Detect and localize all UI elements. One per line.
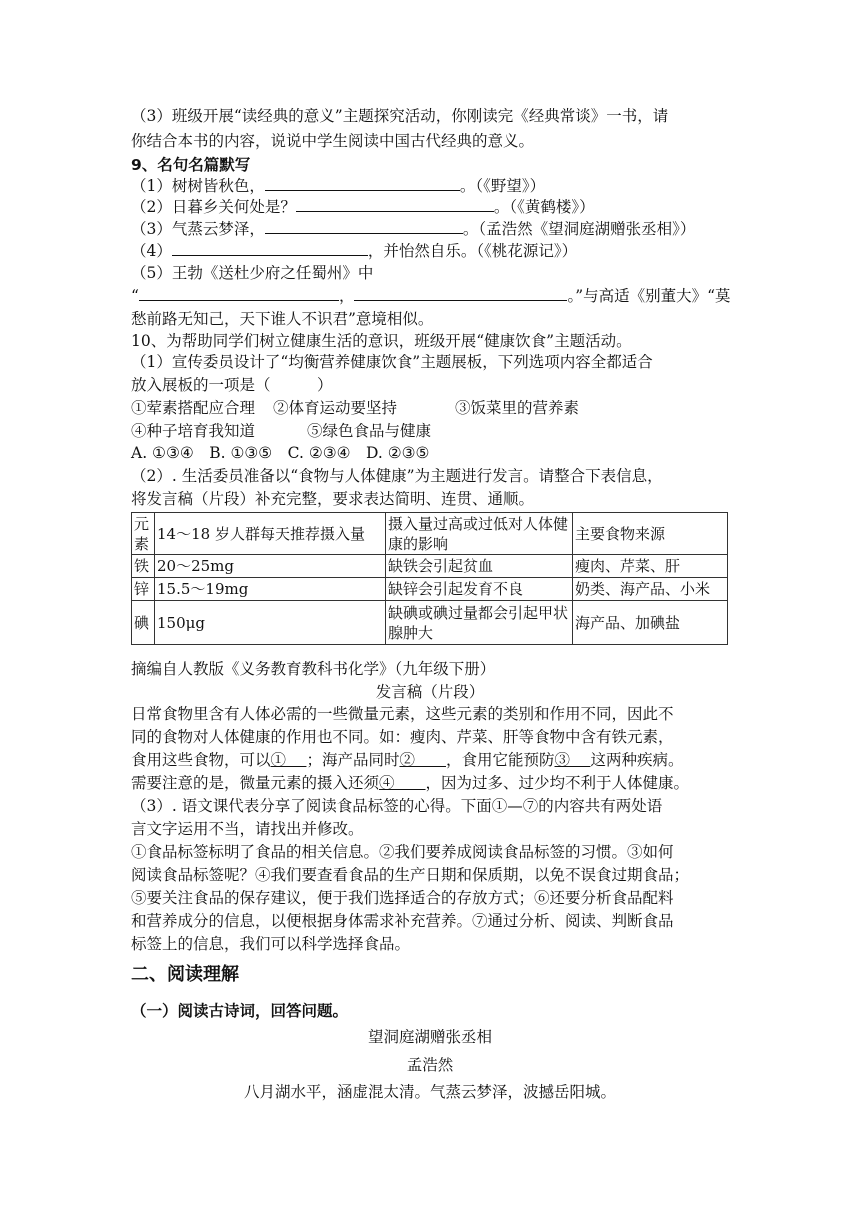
q9-answer-blank[interactable] [296,196,494,212]
q10-part3-text: 和营养成分的信息，以便根据身体需求补充营养。⑦通过分析、阅读、判断食品 [131,912,674,930]
q3-text-line: （3）班级开展“读经典的意义”主题探究活动，你刚读完《经典常谈》一书，请 [131,107,669,125]
q9-item-5: （5）王勃《送杜少府之任蜀州》中 [131,264,374,282]
table-source-note: 摘编自人教版《义务教育教科书化学》（九年级下册） [131,660,496,678]
q10-part3-text: 阅读食品标签呢？④我们要查看食品的生产日期和保质期，以免不误食过期食品； [131,866,690,884]
speech-text-line [131,750,683,770]
q10-part3-text: ⑤要关注食品的保存建议，便于我们选择适合的存放方式；⑥还要分析食品配料 [131,889,674,907]
option-1: ①荤素搭配应合理 [131,399,256,417]
q9-item-5-comparison: 。”与高适《别董大》“莫 [567,287,731,305]
q9-item-3-source: 。（孟浩然《望洞庭湖赠张丞相》） [462,220,696,238]
speech-text: ，食用它能预防 [445,751,555,769]
option-4: ④种子培育我知道 [131,422,256,440]
speech-text: ，因为过多、过少均不利于人体健康。 [425,774,690,792]
q9-item-4-prompt: （4） [131,242,172,260]
q10-options-row [131,421,431,441]
q9-answer-blank[interactable] [172,240,368,256]
q10-part3-text: ①食品标签标明了食品的相关信息。②我们要养成阅读食品标签的习惯。③如何 [131,843,674,861]
header-element: 元素 [132,513,155,555]
q9-item-1 [131,175,545,196]
speech-text-line [131,773,689,793]
table-row [132,555,728,578]
cell-effect: 缺锌会引起发育不良 [386,578,573,601]
cell-element: 锌 [132,578,155,601]
cell-source: 海产品、加碘盐 [573,601,728,645]
q10-choices: A. ①③④ B. ①③⑤ C. ②③④ D. ②③⑤ [131,444,430,462]
nutrition-table [131,512,728,645]
speech-answer-blank[interactable]: ③ [554,751,591,769]
q10-part1-text: （1）宣传委员设计了“均衡营养健康饮食”主题展板，下列选项内容全都适合 [131,353,653,371]
comma: ， [338,287,355,305]
speech-title: 发言稿（片段） [375,683,485,701]
subsection-heading: （一）阅读古诗词，回答问题。 [131,1002,349,1020]
speech-text-line: 日常食物里含有人体必需的一些微量元素，这些元素的类别和作用不同，因此不 [131,705,674,723]
cell-effect: 缺铁会引起贫血 [386,555,573,578]
q9-answer-blank[interactable] [265,175,460,191]
speech-answer-blank[interactable]: ④ [379,774,426,792]
cell-element: 铁 [132,555,155,578]
q9-answer-blank[interactable] [354,285,567,301]
speech-answer-blank[interactable]: ① [270,751,307,769]
table-row [132,601,728,645]
poem-title: 望洞庭湖赠张丞相 [367,1028,492,1046]
speech-text: ；海产品同时 [306,751,400,769]
option-2: ②体育运动要坚持 [273,399,398,417]
q9-heading: 9、名句名篇默写 [131,156,251,174]
q9-item-4 [131,240,577,261]
cell-intake: 20～25mg [155,555,386,578]
q10-part3-text: 标签上的信息，我们可以科学选择食品。 [131,935,411,953]
q10-part2-text: （2）. 生活委员准备以“食物与人体健康”为主题进行发言。请整合下表信息， [131,467,663,485]
cell-element: 碘 [132,601,155,645]
q9-item-2 [131,196,595,217]
q10-part3-text: （3）. 语文课代表分享了阅读食品标签的心得。下面①—⑦的内容共有两处语 [131,797,663,815]
cell-intake: 150μg [155,601,386,645]
q9-item-5-text: 愁前路无知己，天下谁人不识君”意境相似。 [131,310,434,328]
speech-text: 这两种疾病。 [590,751,684,769]
q9-item-1-source: 。（《野望》） [459,177,546,195]
q10-part1-text: 放入展板的一项是（ ） [131,376,333,394]
q9-item-1-prompt: （1）树树皆秋色， [131,177,265,195]
q9-item-5-blanks [131,285,731,306]
open-quote: “ [131,287,139,305]
header-intake: 14～18 岁人群每天推荐摄入量 [155,513,386,555]
speech-text-line: 同的食物对人体健康的作用也不同。如：瘦肉、芹菜、肝等食物中含有铁元素， [131,728,674,746]
q9-item-4-source: ，并怡然自乐。（《桃花源记》） [367,242,578,260]
section-heading: 二、阅读理解 [131,964,239,985]
speech-answer-blank[interactable]: ② [399,751,446,769]
table-header-row [132,513,728,555]
option-3: ③饭菜里的营养素 [455,399,580,417]
q10-intro: 10、为帮助同学们树立健康生活的意识，班级开展“健康饮食”主题活动。 [131,332,632,350]
cell-intake: 15.5～19mg [155,578,386,601]
cell-source: 奶类、海产品、小米 [573,578,728,601]
cell-source: 瘦肉、芹菜、肝 [573,555,728,578]
poem-line: 八月湖水平，涵虚混太清。气蒸云梦泽，波撼岳阳城。 [243,1083,616,1101]
header-effect: 摄入量过高或过低对人体健康的影响 [386,513,573,555]
cell-effect: 缺碘或碘过量都会引起甲状腺肿大 [386,601,573,645]
poem-author: 孟浩然 [406,1056,454,1074]
q9-answer-blank[interactable] [265,218,463,234]
q10-part3-text: 言文字运用不当，请找出并修改。 [131,820,364,838]
q9-answer-blank[interactable] [139,285,339,301]
q9-item-3-prompt: （3）气蒸云梦泽， [131,220,265,238]
speech-text: 需要注意的是，微量元素的摄入还须 [131,774,380,792]
header-source: 主要食物来源 [573,513,728,555]
speech-text: 食用这些食物，可以 [131,751,271,769]
q9-item-2-prompt: （2）日暮乡关何处是？ [131,198,296,216]
table-row [132,578,728,601]
q9-item-3 [131,218,695,239]
q10-part2-text: 将发言稿（片段）补充完整，要求表达简明、连贯、通顺。 [131,490,535,508]
q3-text-line: 你结合本书的内容，说说中学生阅读中国古代经典的意义。 [131,132,535,150]
q9-item-2-source: 。（《黄鹤楼》） [493,198,595,216]
option-5: ⑤绿色食品与健康 [307,422,432,440]
q10-options-row [131,398,579,418]
